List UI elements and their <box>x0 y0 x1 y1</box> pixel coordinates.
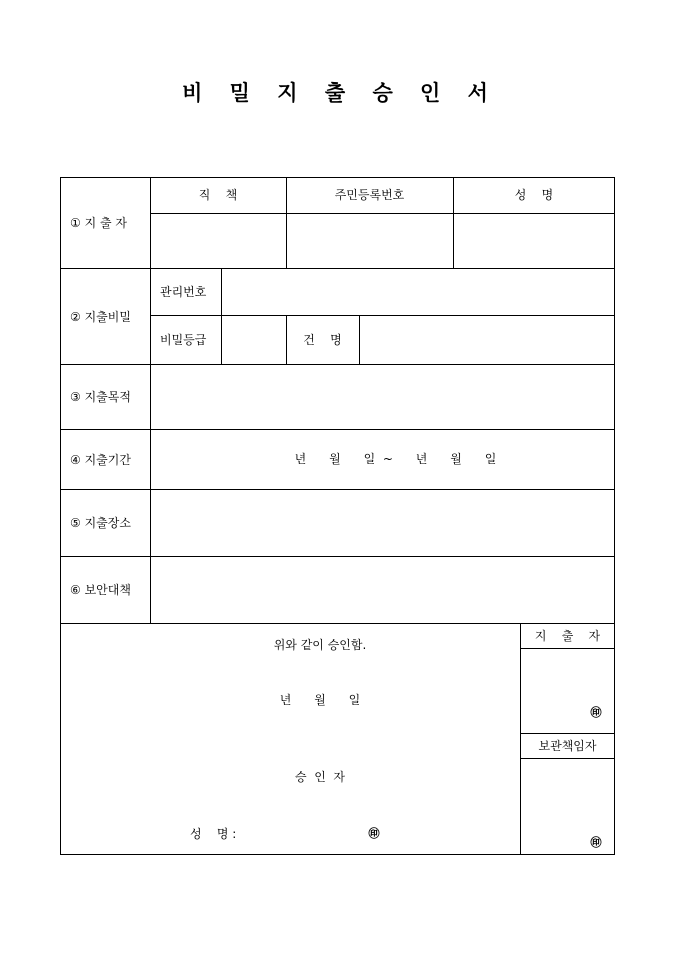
section-label-period: ④ 지출기간 <box>70 452 131 467</box>
approval-statement: 위와 같이 승인함. <box>273 638 367 652</box>
spender-seal-mark: ㊞ <box>590 706 602 719</box>
header-name: 성 명 <box>514 188 554 202</box>
section-label-security: ⑥ 보안대책 <box>70 583 131 597</box>
approver-name-label: 성 명 : <box>190 827 237 841</box>
mgmt-number-label: 관리번호 <box>160 284 207 299</box>
subject-field[interactable] <box>359 315 615 364</box>
purpose-field[interactable] <box>150 364 615 429</box>
header-resident-number: 주민등록번호 <box>334 188 405 202</box>
name-field[interactable] <box>453 213 615 268</box>
approver-label: 승 인 자 <box>294 770 346 784</box>
section-label-place: ⑤ 지출장소 <box>70 516 131 530</box>
section-label-purpose: ③ 지출목적 <box>70 390 131 404</box>
approver-seal-mark: ㊞ <box>368 827 380 840</box>
position-field[interactable] <box>150 213 286 268</box>
section-label-spender: ① 지 출 자 <box>70 216 127 230</box>
period-field[interactable]: 년 월 일 ~ 년 월 일 <box>294 452 497 466</box>
custodian-sign-label: 보관책임자 <box>538 738 597 753</box>
subject-label: 건 명 <box>303 332 342 347</box>
grade-field[interactable] <box>221 315 286 364</box>
spender-sign-label: 지 출 자 <box>534 628 601 643</box>
document-title: 비 밀 지 출 승 인 서 <box>182 80 498 105</box>
approval-date[interactable]: 년 월 일 <box>279 693 361 707</box>
grade-label: 비밀등급 <box>160 332 207 347</box>
resident-number-field[interactable] <box>286 213 453 268</box>
mgmt-number-field[interactable] <box>221 268 615 315</box>
section-label-secret: ② 지출비밀 <box>70 309 131 324</box>
header-position: 직 책 <box>198 188 238 202</box>
place-field[interactable] <box>150 489 615 556</box>
security-field[interactable] <box>150 556 615 623</box>
custodian-seal-mark: ㊞ <box>590 836 602 849</box>
